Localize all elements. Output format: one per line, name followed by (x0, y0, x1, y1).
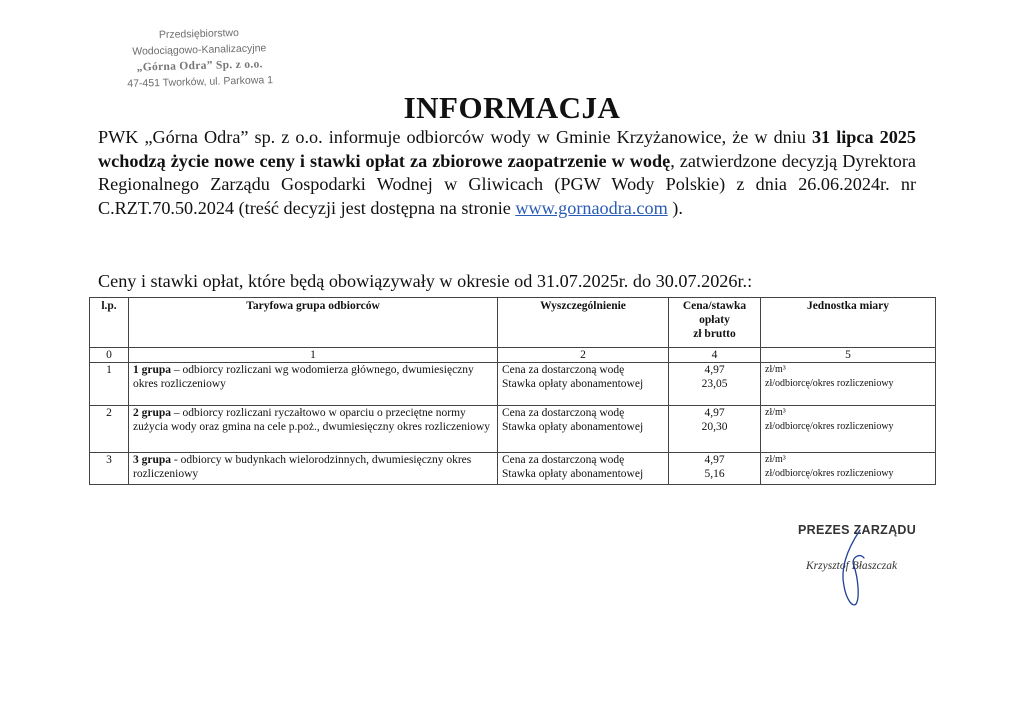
unit-value: zł/m³ (765, 407, 786, 418)
spec-item: Stawka opłaty abonamentowej (502, 468, 644, 480)
row-group (129, 453, 498, 485)
signatory-title: PREZES ZARZĄDU (798, 523, 917, 537)
paragraph-text: ). (667, 197, 683, 218)
document-title: INFORMACJA (403, 90, 621, 125)
column-number: 4 (669, 348, 761, 363)
row-spec (498, 406, 669, 453)
price-value: 5,16 (704, 468, 725, 480)
group-description: – odbiorcy rozliczani ryczałtowo w oparciu o przeciętne normy zużycia wody oraz gmina na cele p.poż., dwumiesięczny okres rozliczeniowy (133, 407, 490, 433)
table-row (90, 406, 936, 453)
column-number: 5 (761, 348, 936, 363)
column-number: 0 (90, 348, 129, 363)
website-link[interactable]: www.gornaodra.com (515, 197, 668, 218)
price-value: 4,97 (704, 407, 725, 419)
handwritten-signature (830, 528, 890, 618)
row-spec (498, 453, 669, 485)
header-price-line: Cena/stawka (682, 300, 747, 312)
group-description: - odbiorcy w budynkach wielorodzinnych, dwumiesięczny okres rozliczeniowy (133, 454, 472, 480)
header-lp: l.p. (90, 298, 129, 348)
group-name: 2 grupa (133, 407, 172, 419)
announcement-paragraph (98, 126, 916, 220)
company-stamp (111, 24, 288, 93)
row-price (669, 453, 761, 485)
spec-item: Cena za dostarczoną wodę (502, 407, 625, 419)
stamp-line: Przedsiębiorstwo (158, 26, 239, 42)
group-name: 3 grupa (133, 454, 172, 466)
stamp-address: 47-451 Tworków, ul. Parkowa 1 (127, 74, 274, 90)
paragraph-text: , zatwierdzone decyzją Dyrektora Regionalnego Zarządu Gospodarki Wodnej w Gliwicach (PGW Wody Polskie) z dnia 26.06.2024r. nr C.RZT.70.50.2024 (treść decyzji jest dostępna na stronie (98, 150, 917, 218)
signatory-name: Krzysztof Błaszczak (806, 560, 898, 572)
row-lp: 1 (90, 363, 129, 406)
row-lp: 3 (90, 453, 129, 485)
price-value: 4,97 (704, 364, 725, 376)
price-value: 4,97 (704, 454, 725, 466)
row-group (129, 363, 498, 406)
row-unit (761, 406, 936, 453)
unit-value: zł/odbiorcę/okres rozliczeniowy (765, 468, 894, 479)
unit-value: zł/odbiorcę/okres rozliczeniowy (765, 378, 894, 389)
column-number-row (90, 348, 936, 363)
price-value: 23,05 (701, 378, 728, 390)
stamp-line: Wodociągowo-Kanalizacyjne (132, 42, 267, 58)
stamp-company-name: „Górna Odra” Sp. z o.o. (136, 58, 263, 74)
paragraph-text: PWK „Górna Odra” sp. z o.o. informuje odbiorców wody w Gminie Krzyżanowice, że w dniu (98, 127, 812, 147)
spec-item: Cena za dostarczoną wodę (502, 364, 625, 376)
row-lp: 2 (90, 406, 129, 453)
table-header-row (90, 298, 936, 348)
unit-value: zł/m³ (765, 364, 786, 375)
table-row (90, 363, 936, 406)
spec-item: Stawka opłaty abonamentowej (502, 421, 644, 433)
header-unit: Jednostka miary (761, 298, 936, 348)
spec-item: Stawka opłaty abonamentowej (502, 378, 644, 390)
table-row (90, 453, 936, 485)
header-price (669, 298, 761, 348)
tariff-table (89, 297, 936, 485)
paragraph-bold-text: 31 lipca 2025 wchodzą życie nowe ceny i stawki opłat za zbiorowe zaopatrzenie w wodę (98, 127, 916, 171)
table-caption: Ceny i stawki opłat, które będą obowiązywały w okresie od 31.07.2025r. do 30.07.2026r.: (98, 271, 753, 291)
row-unit (761, 363, 936, 406)
group-description: – odbiorcy rozliczani wg wodomierza głównego, dwumiesięczny okres rozliczeniowy (133, 364, 474, 390)
row-group (129, 406, 498, 453)
row-price (669, 363, 761, 406)
group-name: 1 grupa (133, 364, 172, 376)
unit-value: zł/m³ (765, 454, 786, 465)
column-number: 1 (129, 348, 498, 363)
header-price-line: zł brutto (693, 328, 736, 340)
unit-value: zł/odbiorcę/okres rozliczeniowy (765, 421, 894, 432)
header-price-line: opłaty (699, 314, 730, 326)
row-unit (761, 453, 936, 485)
price-value: 20,30 (701, 421, 728, 433)
header-group: Taryfowa grupa odbiorców (129, 298, 498, 348)
header-spec: Wyszczególnienie (498, 298, 669, 348)
row-spec (498, 363, 669, 406)
spec-item: Cena za dostarczoną wodę (502, 454, 625, 466)
row-price (669, 406, 761, 453)
column-number: 2 (498, 348, 669, 363)
